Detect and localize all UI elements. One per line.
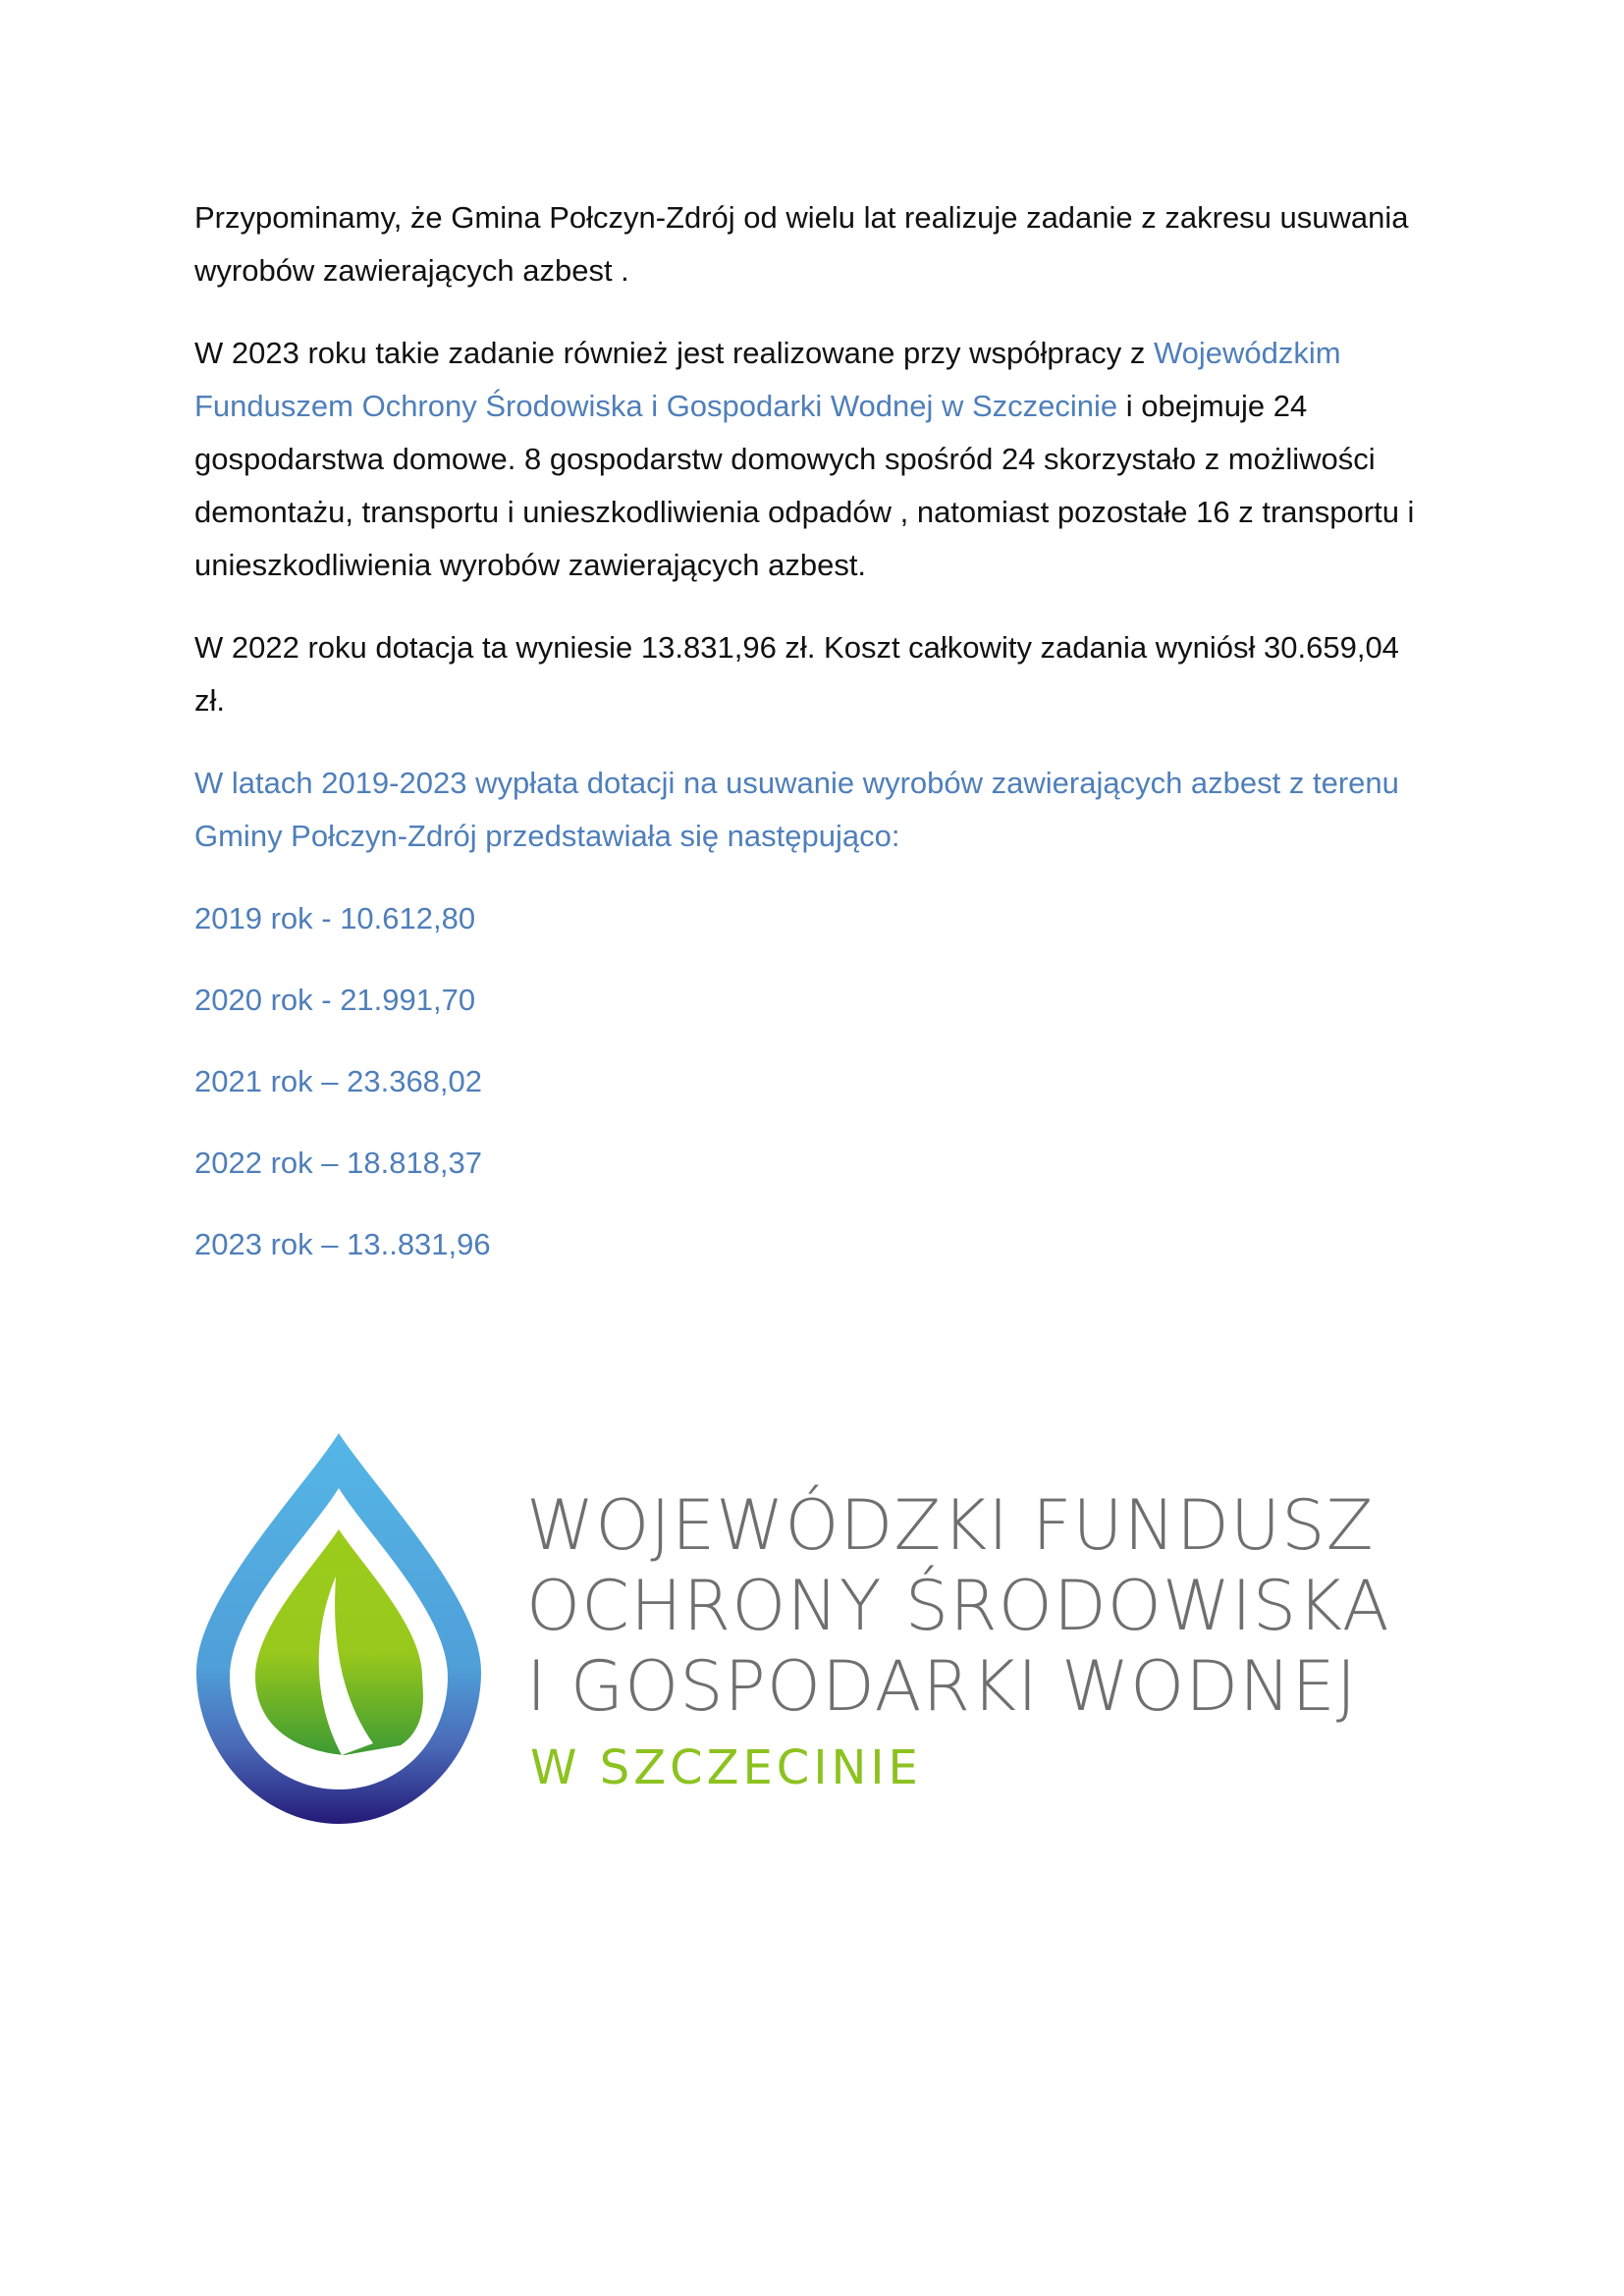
payment-2021: 2021 rok – 23.368,02 [194,1064,483,1098]
logo-line-2: OCHRONY ŚRODOWISKA [526,1566,1390,1646]
fund-link[interactable]: Wojewódzkim Funduszem Ochrony Środowiska i Gospodarki Wodnej w Szczecinie [194,336,1341,423]
logo-city: W SZCZECINIE [530,1740,922,1795]
water-drop-leaf-icon [194,1431,489,1829]
cooperation-paragraph [194,327,1432,592]
payment-2023: 2023 rok – 13..831,96 [194,1227,491,1261]
cost-paragraph: W 2022 roku dotacja ta wyniesie 13.831,96 zł. Koszt całkowity zadania wyniósł 30.659,04 zł. [194,630,1399,718]
intro-paragraph: Przypominamy, że Gmina Połczyn-Zdrój od wielu lat realizuje zadanie z zakresu usuwania wyrobów zawierających azbest . [194,200,1409,288]
wfosigw-logo [194,1431,1412,1834]
logo-line-3: I GOSPODARKI WODNEJ [526,1646,1358,1727]
payment-2022: 2022 rok – 18.818,37 [194,1146,483,1180]
logo-wordmark [526,1485,1390,1727]
document-body [194,191,1432,1300]
payment-2019: 2019 rok - 10.612,80 [194,901,476,935]
cooperation-text-start: W 2023 roku takie zadanie również jest realizowane przy współpracy z [194,336,1154,370]
cooperation-text-end: i obejmuje 24 gospodarstwa domowe. 8 gospodarstw domowych spośród 24 skorzystało z możliwości demontażu, transportu i unieszkodliwienia odpadów , natomiast pozostałe 16 z transportu i unieszkodliwienia wyrobów zawierających azbest. [194,389,1415,582]
yearly-payments-list [194,892,1432,1271]
logo-line-1: WOJEWÓDZKI FUNDUSZ [526,1485,1375,1566]
payment-2020: 2020 rok - 21.991,70 [194,983,476,1017]
summary-heading: W latach 2019-2023 wypłata dotacji na usuwanie wyrobów zawierających azbest z terenu Gminy Połczyn-Zdrój przedstawiała się następująco: [194,766,1399,853]
